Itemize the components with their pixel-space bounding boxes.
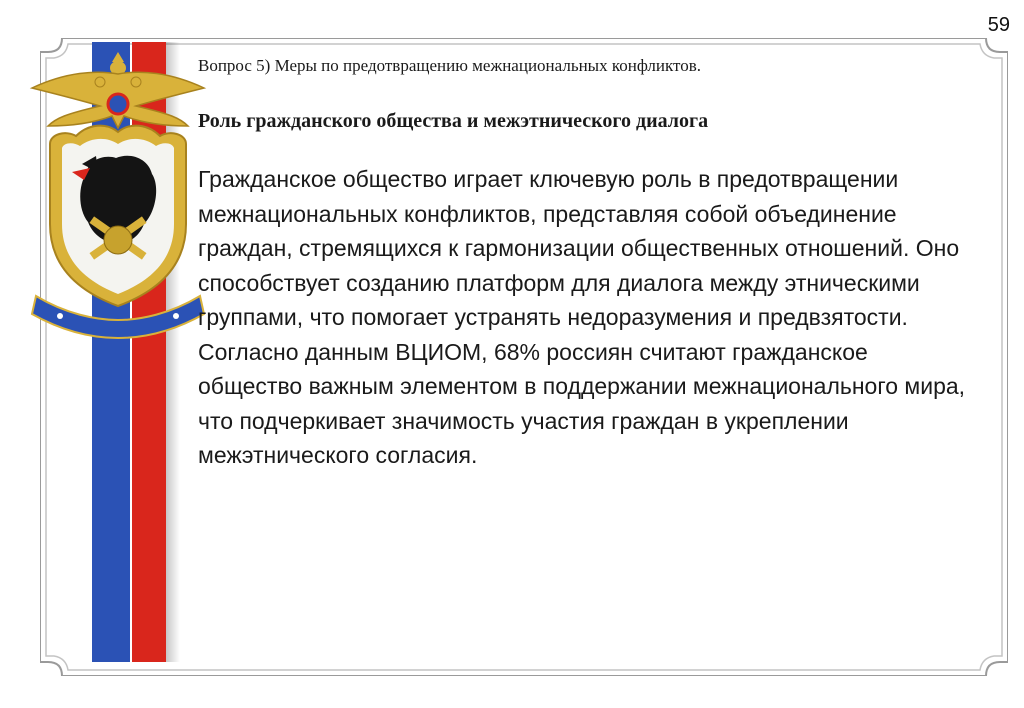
page-number: 59 [987,14,1010,36]
section-title: Роль гражданского общества и межэтнического диалога [198,110,709,132]
emblem [26,44,210,344]
shield-icon [50,126,186,306]
question-heading: Вопрос 5) Меры по предотвращению межнациональных конфликтов. [198,56,702,75]
eagle-icon [32,52,204,128]
emblem-icon [26,44,210,344]
slide-content [198,56,973,473]
body-paragraph: Гражданское общество играет ключевую роль в предотвращении межнациональных конфликтов, представляя собой объединение граждан, стремящихся к гармонизации общественных отношений. Оно способствует созданию платформ для диалога между этническими группами, что помогает устранять недоразумения и предвзятости. Согласно данным ВЦИОМ, 68% россиян считают гражданское общество важным элементом в поддержании межнационального мира, что подчеркивает значимость участия граждан в укреплении межэтнического согласия. [198,166,966,468]
